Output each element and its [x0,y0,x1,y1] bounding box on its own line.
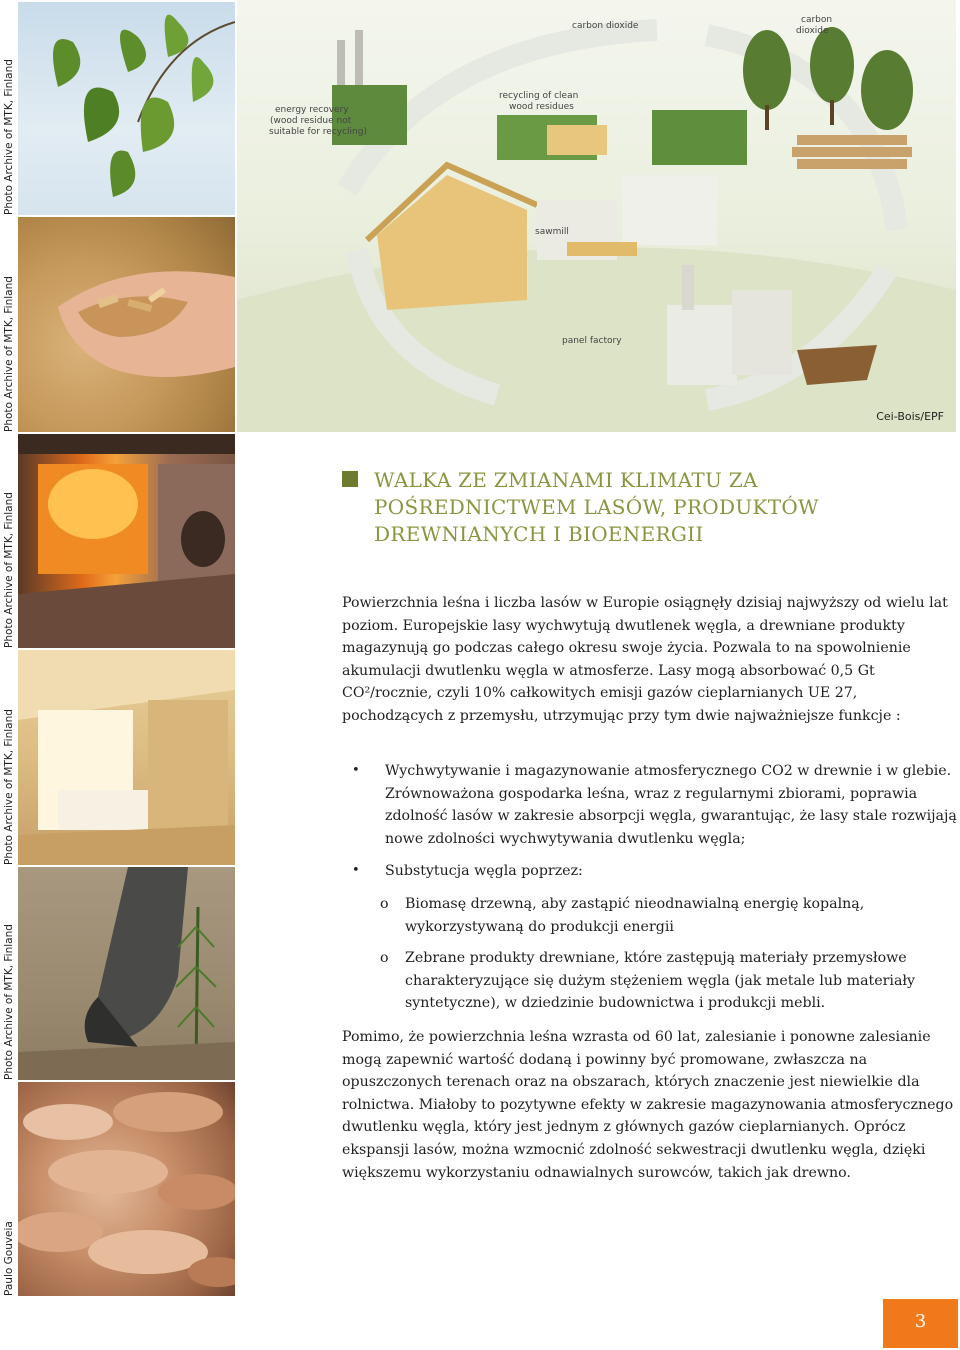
label-recycling-1: recycling of clean [499,91,579,101]
boiler-fire-photo [18,434,235,648]
wooden-room-photo [18,650,235,865]
photo-credit-room: Photo Archive of MTK, Finland [3,709,15,865]
photo-credit-leaf: Photo Archive of MTK, Finland [3,59,15,215]
closing-paragraph: Pomimo, że powierzchnia leśna wzrasta od 60 lat, zalesianie i ponowne zalesianie mogą zapewnić wartość dodaną i powinny być promowane, zwłaszcza na opuszczonych terenach oraz na obszarach, których znaczenie jest niewielkie dla rolnictwa. Miałoby to pozytywne efekty w zakresie magazynowania atmosferycznego dwutlenku węgla, który jest jednym z głównych gazów cieplarnianych. Oprócz ekspansji lasów, można wzmocnić zdolność sekwestracji dwutlenku węgla, dzięki większemu wykorzystaniu odnawialnych surowców, takich jak drewno. [342,1029,954,1181]
heading-square-icon [342,471,358,487]
boiler-illustration [18,434,235,648]
label-energy-recovery-1: energy recovery [275,105,349,115]
label-energy-recovery-3: suitable for recycling) [269,127,367,137]
label-recycling-2: wood residues [509,102,574,112]
photo-credit-chips: Photo Archive of MTK, Finland [3,276,15,432]
hand-chips-illustration [18,217,235,432]
sub-list-item-text: Biomasę drzewną, aby zastąpić nieodnawialną energię kopalną, wykorzystywaną do produkcji energii [405,896,865,935]
birch-leaves-illustration [18,2,235,215]
page-number-box [883,1299,958,1348]
label-sawmill: sawmill [535,227,569,237]
boot-seedling-photo [18,867,235,1080]
list-item-text: Wychwytywanie i magazynowanie atmosferycznego CO2 w drewnie i w glebie. Zrównoważona gospodarka leśna, wraz z regularnymi zbiorami, poprawia zdolność lasów w zakresie absorpcji węgla, gwarantując, że lasy stale rozwijają nowe zdolności wychwytywania dwutlenku węgla; [385,763,957,847]
label-energy-recovery-2: (wood residue not [270,116,352,126]
page-number: 3 [914,1311,927,1332]
photo-credit-fire: Photo Archive of MTK, Finland [3,492,15,648]
bullet-icon: • [352,863,360,878]
bark-illustration [18,1082,235,1296]
label-carbon-dioxide-right-1: carbon [801,15,833,25]
photo-credit-bark: Paulo Gouveia [3,1221,15,1296]
label-carbon-dioxide-right-2: dioxide [796,26,829,36]
cork-bark-photo [18,1082,235,1296]
intro-paragraph: Powierzchnia leśna i liczba lasów w Europie osiągnęły dzisiaj najwyższy od wielu lat poziom. Europejskie lasy wychwytują dwutlenek węgla, a drewniane produkty magazynują go podczas całego okresu swoje życia. Pozwala to na spowolnienie akumulacji dwutlenku węgla w atmosferze. Lasy mogą absorbować 0,5 Gt CO²/rocznie, czyli 10% całkowitych emisji gazów cieplarnianych UE 27, pochodzących z przemysłu, utrzymując przy tym dwie najważniejsze funkcje : [342,595,948,724]
carbon-cycle-illustration [237,0,956,432]
wood-chips-hand-photo [18,217,235,432]
carbon-cycle-diagram [237,0,956,432]
room-illustration [18,650,235,865]
birch-leaves-photo [18,2,235,215]
page-title: WALKA ZE ZMIANAMI KLIMATU ZA POŚREDNICTWEM LASÓW, PRODUKTÓW DREWNIANYCH I BIOENERGII [374,468,819,546]
photo-credit-boot: Photo Archive of MTK, Finland [3,924,15,1080]
diagram-credit: Cei-Bois/EPF [876,410,944,423]
list-item-text: Substytucja węgla poprzez: [385,863,583,879]
sub-bullet-icon: o [380,896,389,912]
bullet-icon: • [352,763,360,778]
label-panel-factory: panel factory [562,336,622,346]
label-carbon-dioxide-top: carbon dioxide [572,21,639,31]
sub-bullet-icon: o [380,950,389,966]
boot-seedling-illustration [18,867,235,1080]
sub-list-item-text: Zebrane produkty drewniane, które zastępują materiały przemysłowe charakteryzujące się dużym stężeniem węgla (jak metale lub materiały syntetyczne), w dziedzinie budownictwa i produkcji mebli. [405,950,916,1012]
